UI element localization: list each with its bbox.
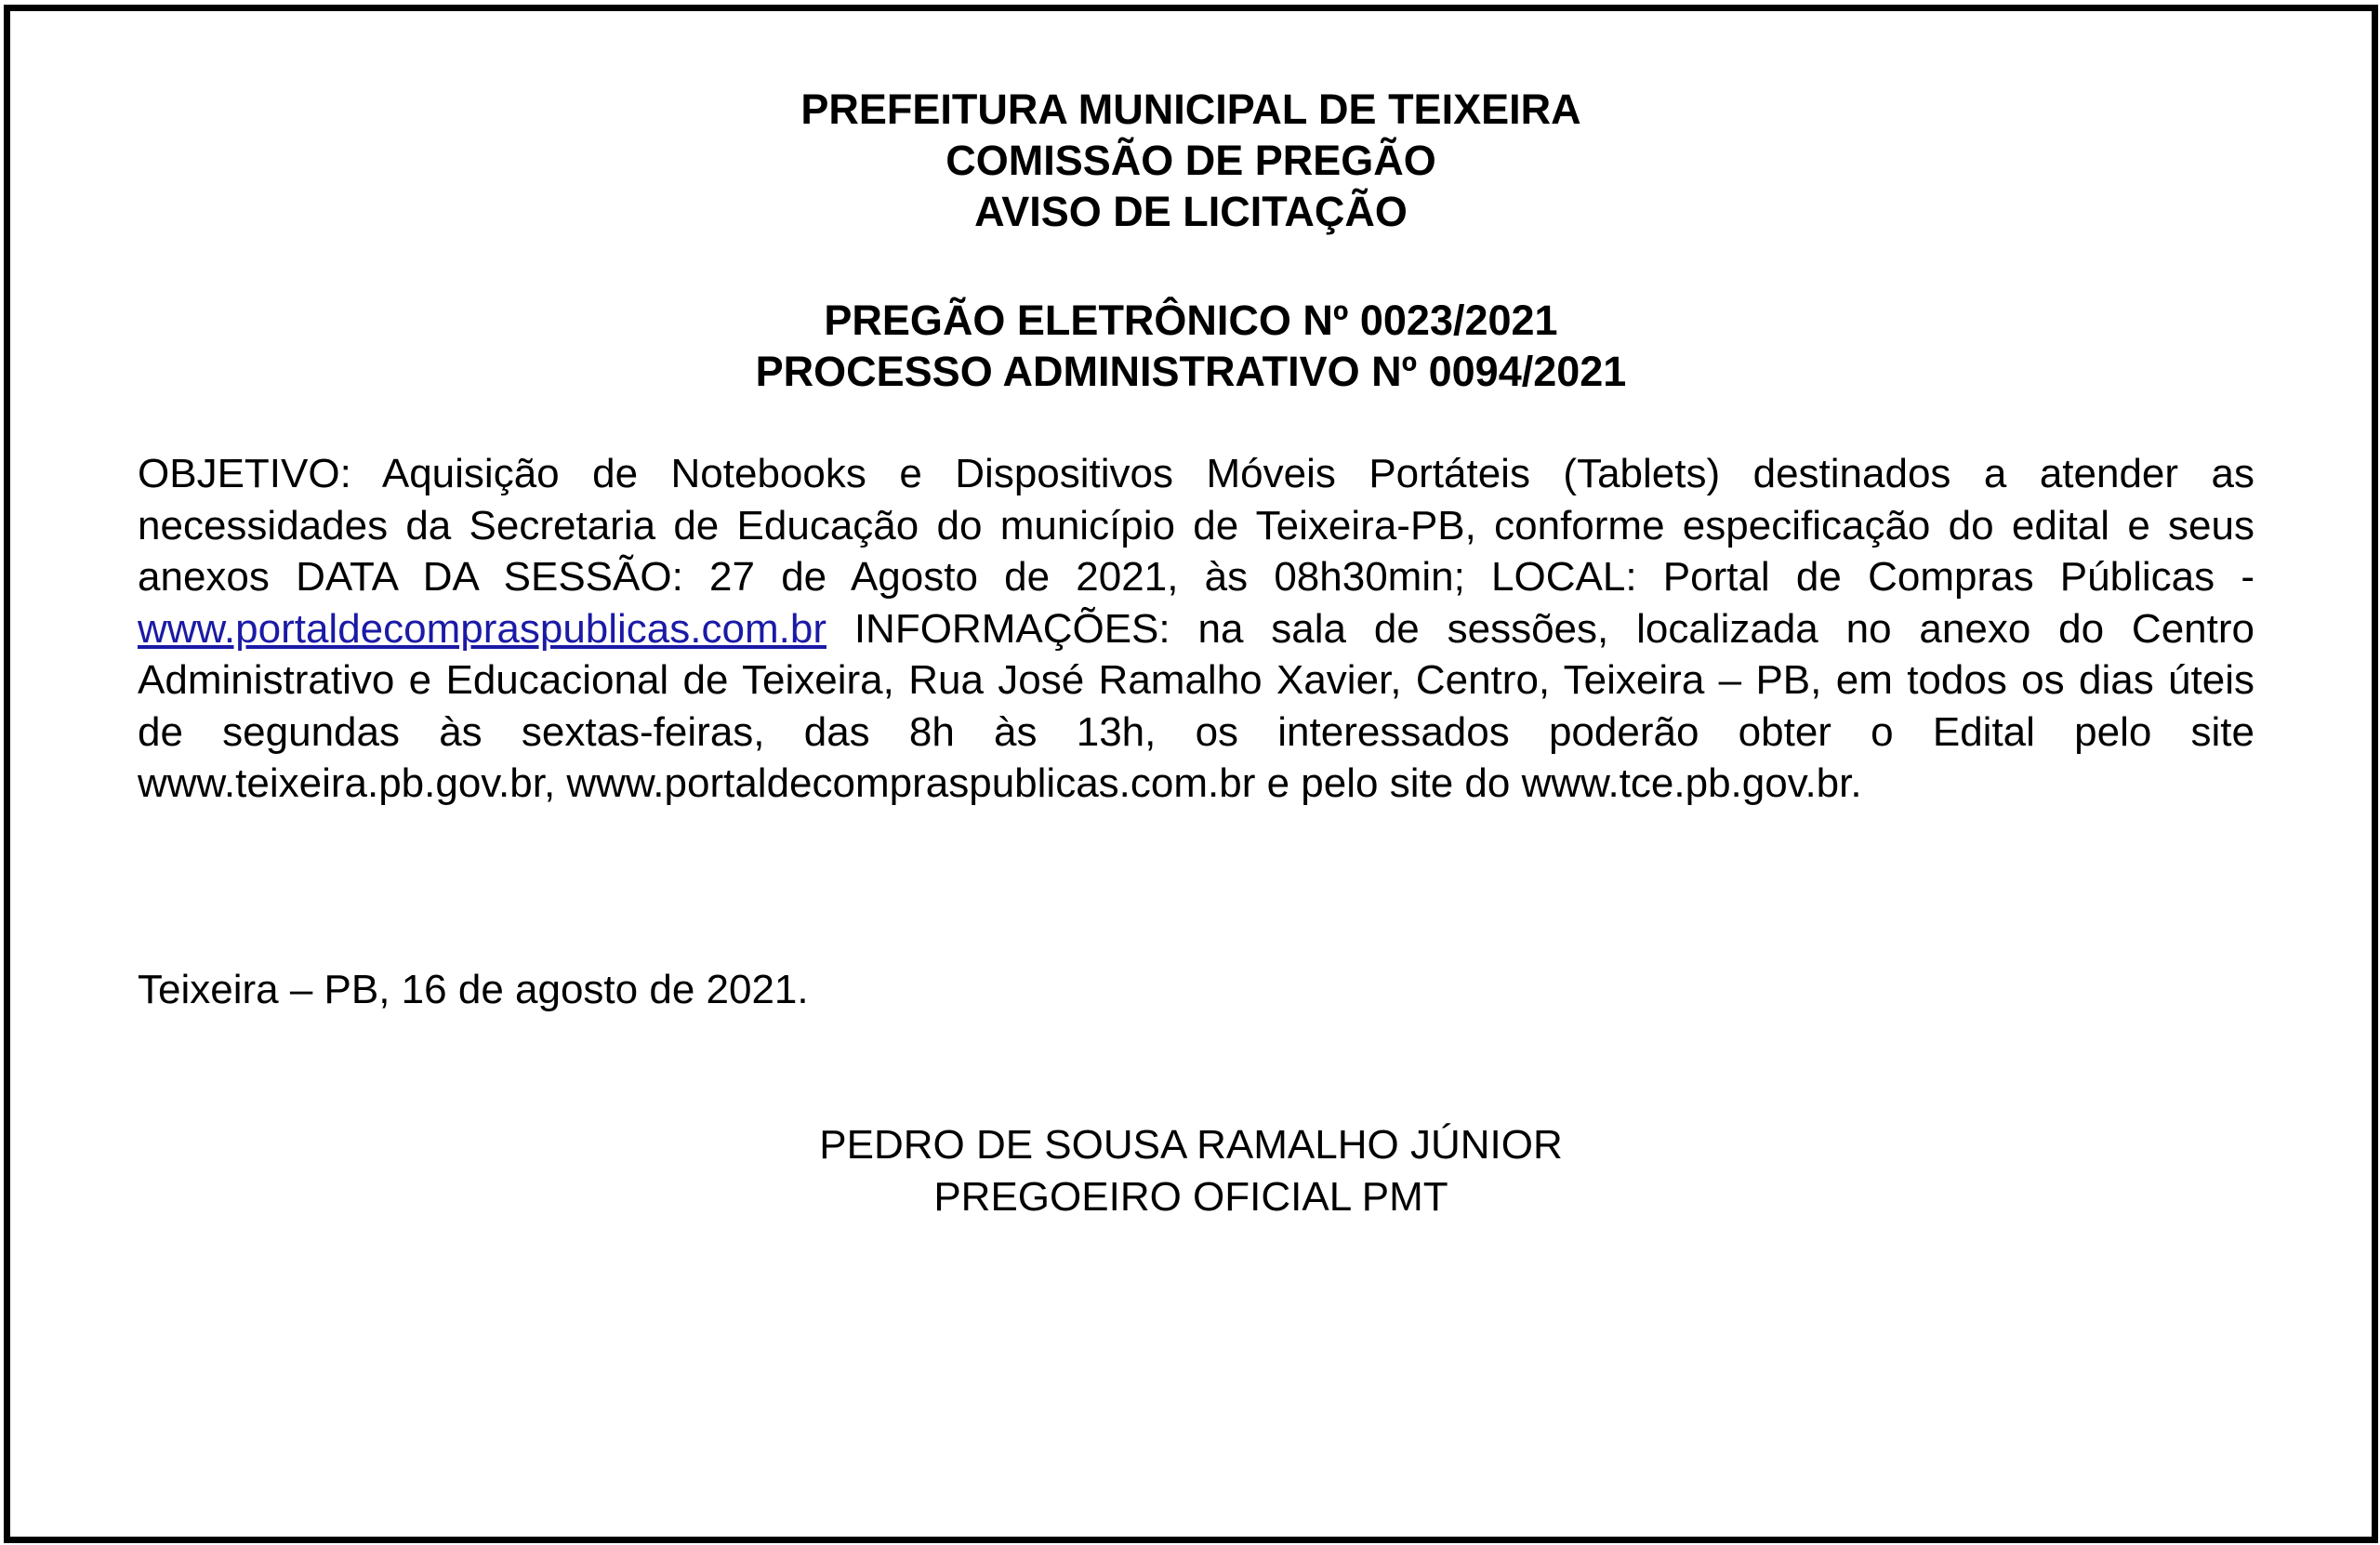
notice-body [138,448,2254,810]
notice-header [10,84,2372,237]
header-commission: COMISSÃO DE PREGÃO [945,137,1436,184]
body-text-part2: INFORMAÇÕES: na sala de sessões, localizada no anexo do Centro Administrativo e Educacional de Teixeira, Rua José Ramalho Xavier, Centro, Teixeira – PB, em todos os dias úteis de segundas às sextas-feiras, das 8h às 13h, os interessados poderão obter o Edital pelo site www.teixeira.pb.gov.br, www.portaldecompraspublicas.com.br e pelo site do www.tce.pb.gov.br. [138,605,2254,806]
notice-frame [4,5,2378,1543]
place-and-date: Teixeira – PB, 16 de agosto de 2021. [138,967,809,1012]
signatory-name: PEDRO DE SOUSA RAMALHO JÚNIOR [819,1122,1563,1168]
header-municipality: PREFEITURA MUNICIPAL DE TEIXEIRA [800,86,1581,133]
auction-number: PREGÃO ELETRÔNICO Nº 0023/2021 [824,297,1558,344]
body-text-part1: OBJETIVO: Aquisição de Notebooks e Dispositivos Móveis Portáteis (Tablets) destinados a atender as necessidades da Secretaria de Educação do município de Teixeira-PB, conforme especificação do edital e seus anexos DATA DA SESSÃO: 27 de Agosto de 2021, às 08h30min; LOCAL: Portal de Compras Públicas - [138,451,2254,600]
notice-subheader [10,295,2372,397]
signatory-title: PREGOEIRO OFICIAL PMT [933,1174,1448,1220]
signature-block [10,1119,2372,1223]
process-number: PROCESSO ADMINISTRATIVO Nº 0094/2021 [755,348,1627,395]
portal-link[interactable]: www.portaldecompraspublicas.com.br [138,605,826,652]
header-notice-type: AVISO DE LICITAÇÃO [974,188,1408,235]
